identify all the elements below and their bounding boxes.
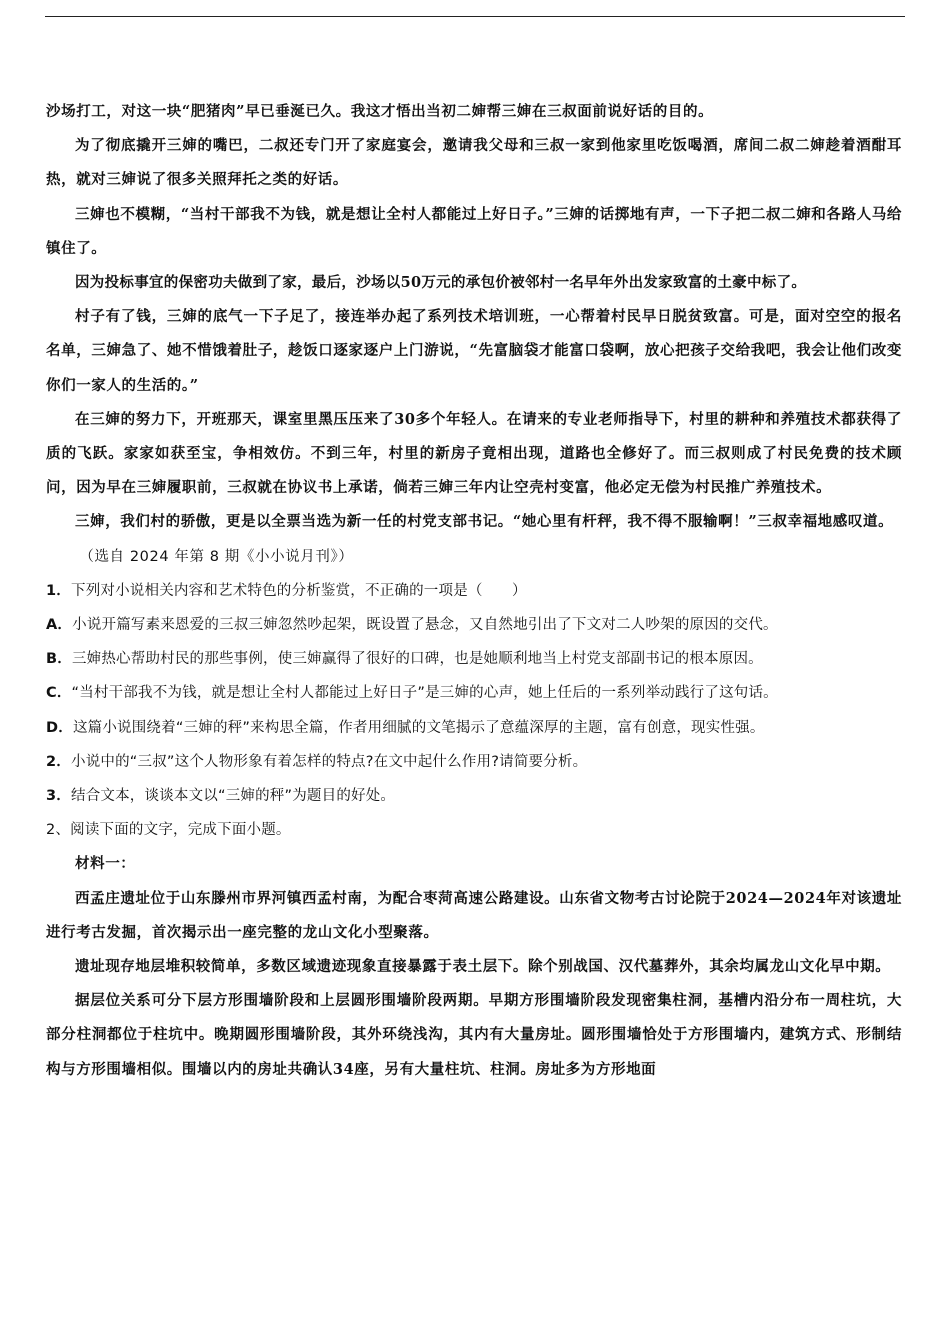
option-text: 这篇小说围绕着“三婶的秤”来构思全篇，作者用细腻的文笔揭示了意蕴深厚的主题，富有创意，现实性强。 <box>72 719 765 736</box>
option-letter: A． <box>46 617 73 634</box>
source-citation: （选自 2024 年第 8 期《小小说月刊》） <box>79 548 354 565</box>
option-c <box>46 676 902 710</box>
question-text: 小说中的“三叔”这个人物形象有着怎样的特点?在文中起什么作用?请简要分析。 <box>71 753 588 770</box>
document-body <box>46 95 902 1087</box>
option-d <box>46 711 902 745</box>
option-b <box>46 642 902 676</box>
header-rule <box>45 16 905 17</box>
question-number: 1． <box>46 582 71 599</box>
option-a <box>46 608 902 642</box>
section-2-heading: 2、阅读下面的文字，完成下面小题。 <box>46 822 291 839</box>
story-paragraph: 因为投标事宜的保密功夫做到了家，最后，沙场以50万元的承包价被邻村一名早年外出发家致富的土豪中标了。 <box>75 274 807 292</box>
story-paragraph: 在三婶的努力下，开班那天，课室里黑压压来了30多个年轻人。在请来的专业老师指导下，村里的耕种和养殖技术都获得了质的飞跃。家家如获至宝，争相效仿。不到三年，村里的新房子竟相出现，道路也全修好了。而三叔则成了村民免费的技术顾问，因为早在三婶履职前，三叔就在协议书上承诺，倘若三婶三年内让空壳村变富，他必定无偿为村民推广养殖技术。 <box>46 410 902 497</box>
material-paragraph: 西孟庄遗址位于山东滕州市界河镇西孟村南，为配合枣菏高速公路建设。山东省文物考古讨论院于2024—2024年对该遗址进行考古发掘，首次揭示出一座完整的龙山文化小型聚落。 <box>46 889 902 941</box>
story-paragraph: 沙场打工，对这一块“肥猪肉”早已垂涎已久。我这才悟出当初二婶帮三婶在三叔面前说好话的目的。 <box>46 103 714 120</box>
material-label: 材料一： <box>75 855 136 873</box>
option-text: “当村干部我不为钱，就是想让全村人都能过上好日子”是三婶的心声，她上任后的一系列举动践行了这句话。 <box>71 685 778 702</box>
question-1 <box>46 574 902 608</box>
material-paragraph: 据层位关系可分下层方形围墙阶段和上层圆形围墙阶段两期。早期方形围墙阶段发现密集柱洞，基槽内沿分布一周柱坑，大部分柱洞都位于柱坑中。晚期圆形围墙阶段，其外环绕浅沟，其内有大量房址。圆形围墙恰处于方形围墙内，建筑方式、形制结构与方形围墙相似。围墙以内的房址共确认34座，另有大量柱坑、柱洞。房址多为方形地面 <box>46 992 902 1078</box>
question-text: 结合文本，谈谈本文以“三婶的秤”为题目的好处。 <box>71 788 396 805</box>
question-number: 2． <box>46 753 71 770</box>
story-paragraph: 为了彻底撬开三婶的嘴巴，二叔还专门开了家庭宴会，邀请我父母和三叔一家到他家里吃饭喝酒，席间二叔二婶趁着酒酣耳热，就对三婶说了很多关照拜托之类的好话。 <box>46 137 902 189</box>
question-3 <box>46 779 902 813</box>
story-paragraph: 三婶也不模糊，“当村干部我不为钱，就是想让全村人都能过上好日子。”三婶的话掷地有声，一下子把二叔二婶和各路人马给镇住了。 <box>46 205 902 257</box>
material-paragraph: 遗址现存地层堆积较简单，多数区域遗迹现象直接暴露于表土层下。除个别战国、汉代墓葬外，其余均属龙山文化早中期。 <box>75 958 891 976</box>
story-paragraph: 三婶，我们村的骄傲，更是以全票当选为新一任的村党支部书记。“她心里有杆秤，我不得不服输啊！”三叔幸福地感叹道。 <box>75 513 894 531</box>
option-letter: D． <box>46 719 73 736</box>
question-text: 下列对小说相关内容和艺术特色的分析鉴赏，不正确的一项是（ ） <box>71 582 527 599</box>
option-letter: B． <box>46 651 72 668</box>
option-letter: C． <box>46 685 72 702</box>
option-text: 小说开篇写素来恩爱的三叔三婶忽然吵起架，既设置了悬念，又自然地引出了下文对二人吵架的原因的交代。 <box>72 617 778 634</box>
question-number: 3． <box>46 788 71 805</box>
story-paragraph: 村子有了钱，三婶的底气一下子足了，接连举办起了系列技术培训班，一心帮着村民早日脱贫致富。可是，面对空空的报名名单，三婶急了、她不惜饿着肚子，趁饭口逐家逐户上门游说，“先富脑袋才能富口袋啊，放心把孩子交给我吧，我会让他们改变你们一家人的生活的。” <box>46 308 902 394</box>
question-2 <box>46 745 902 779</box>
option-text: 三婶热心帮助村民的那些事例，使三婶赢得了很好的口碑，也是她顺利地当上村党支部副书记的根本原因。 <box>71 651 763 668</box>
